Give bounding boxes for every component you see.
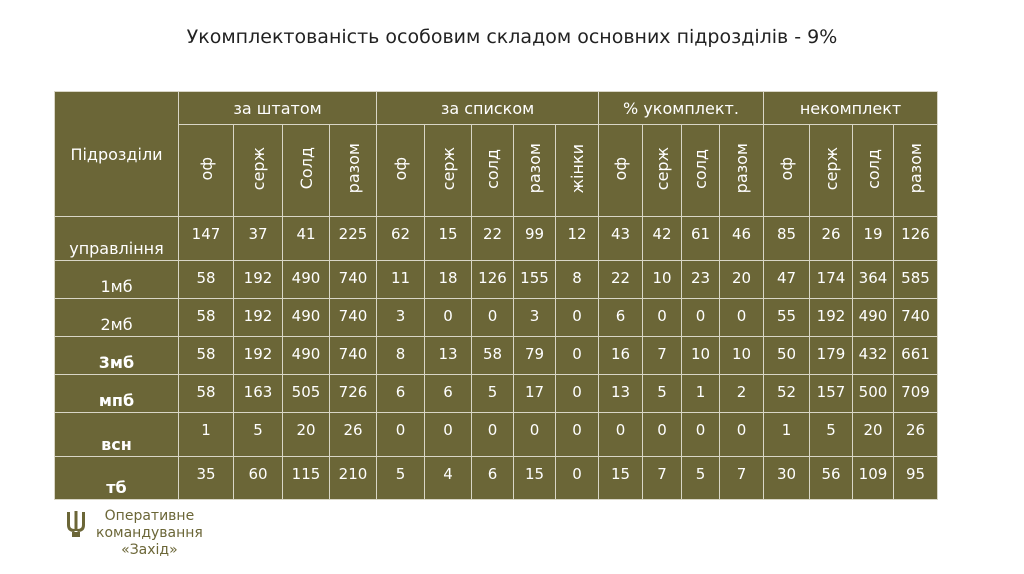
table-cell: 126	[894, 217, 938, 261]
table-cell: 0	[514, 413, 556, 457]
table-cell: 126	[472, 261, 514, 299]
table-cell: 13	[425, 337, 472, 375]
table-cell: 155	[514, 261, 556, 299]
table-cell: 22	[472, 217, 514, 261]
organization-name	[96, 508, 203, 559]
column-header-label: солд	[863, 148, 883, 189]
column-header-label: серж	[652, 146, 672, 191]
table-cell: 15	[599, 457, 643, 500]
table-cell: 16	[599, 337, 643, 375]
table-cell: 0	[425, 413, 472, 457]
table-cell: 0	[682, 299, 720, 337]
table-cell: 432	[853, 337, 894, 375]
column-header	[377, 125, 425, 217]
table-cell: 17	[514, 375, 556, 413]
table-cell: 41	[283, 217, 330, 261]
staffing-table	[54, 91, 938, 500]
column-header-label: разом	[525, 143, 544, 194]
table-cell: 0	[472, 299, 514, 337]
column-header-label: Солд	[296, 147, 316, 190]
table-cell: 225	[330, 217, 377, 261]
column-header-label: солд	[691, 148, 710, 189]
org-line: Оперативне	[104, 508, 195, 524]
table-cell: 5	[810, 413, 853, 457]
column-header	[894, 125, 938, 217]
table-cell: 179	[810, 337, 853, 375]
group-header: за списком	[377, 92, 599, 125]
table-cell: 7	[643, 457, 682, 500]
table-cell: 174	[810, 261, 853, 299]
table-cell: 10	[643, 261, 682, 299]
unit-name: мпб	[55, 375, 179, 413]
table-cell: 6	[472, 457, 514, 500]
table-cell: 157	[810, 375, 853, 413]
table-cell: 8	[377, 337, 425, 375]
table-cell: 46	[720, 217, 764, 261]
table-cell: 6	[425, 375, 472, 413]
table-cell: 490	[283, 261, 330, 299]
table-cell: 12	[556, 217, 599, 261]
unit-name: всн	[55, 413, 179, 457]
unit-name: управління	[55, 217, 179, 261]
column-header	[764, 125, 810, 217]
group-header: % укомплект.	[599, 92, 764, 125]
table-cell: 43	[599, 217, 643, 261]
group-header: некомплект	[764, 92, 938, 125]
column-header	[234, 125, 283, 217]
table-cell: 192	[234, 261, 283, 299]
table-cell: 95	[894, 457, 938, 500]
table-cell: 6	[377, 375, 425, 413]
column-header	[853, 125, 894, 217]
table-cell: 0	[720, 299, 764, 337]
table-cell: 490	[283, 299, 330, 337]
column-header-label: оф	[611, 156, 630, 181]
column-header	[472, 125, 514, 217]
column-header	[514, 125, 556, 217]
table-cell: 10	[720, 337, 764, 375]
table-cell: 23	[682, 261, 720, 299]
table-cell: 58	[179, 337, 234, 375]
table-cell: 99	[514, 217, 556, 261]
org-line: «Захід»	[121, 542, 178, 558]
column-header	[599, 125, 643, 217]
table-cell: 5	[643, 375, 682, 413]
table-cell: 58	[179, 261, 234, 299]
table-cell: 740	[330, 337, 377, 375]
table-cell: 26	[330, 413, 377, 457]
table-cell: 13	[599, 375, 643, 413]
table-cell: 2	[720, 375, 764, 413]
table-cell: 37	[234, 217, 283, 261]
table-cell: 15	[514, 457, 556, 500]
table-cell: 55	[764, 299, 810, 337]
unit-name: 3мб	[55, 337, 179, 375]
table-cell: 192	[234, 299, 283, 337]
table-cell: 0	[425, 299, 472, 337]
unit-name: 1мб	[55, 261, 179, 299]
table-cell: 47	[764, 261, 810, 299]
table-cell: 56	[810, 457, 853, 500]
org-line: командування	[96, 525, 203, 541]
column-header-label: солд	[483, 148, 502, 189]
group-header: за штатом	[179, 92, 377, 125]
table-cell: 11	[377, 261, 425, 299]
table-cell: 740	[894, 299, 938, 337]
table-cell: 505	[283, 375, 330, 413]
table-cell: 58	[179, 299, 234, 337]
table-cell: 60	[234, 457, 283, 500]
column-header	[720, 125, 764, 217]
unit-name: 2мб	[55, 299, 179, 337]
table-row	[55, 261, 938, 299]
column-header-label: серж	[821, 146, 841, 191]
column-header	[179, 125, 234, 217]
table-cell: 50	[764, 337, 810, 375]
column-header	[810, 125, 853, 217]
table-cell: 500	[853, 375, 894, 413]
table-cell: 61	[682, 217, 720, 261]
table-cell: 740	[330, 299, 377, 337]
table-cell: 85	[764, 217, 810, 261]
table-cell: 18	[425, 261, 472, 299]
table-cell: 5	[234, 413, 283, 457]
table-cell: 7	[720, 457, 764, 500]
table-cell: 0	[472, 413, 514, 457]
table-cell: 62	[377, 217, 425, 261]
table-cell: 163	[234, 375, 283, 413]
table-cell: 0	[682, 413, 720, 457]
column-header-label: разом	[732, 143, 751, 194]
column-header-label: серж	[438, 146, 458, 191]
table-cell: 490	[853, 299, 894, 337]
table-cell: 0	[643, 299, 682, 337]
column-header	[330, 125, 377, 217]
slide-title: Укомплектованість особовим складом основних підрозділів - 9%	[186, 26, 838, 48]
table-cell: 740	[330, 261, 377, 299]
table-row	[55, 217, 938, 261]
table-cell: 0	[720, 413, 764, 457]
table-cell: 58	[472, 337, 514, 375]
table-cell: 364	[853, 261, 894, 299]
column-header-label: оф	[391, 156, 410, 181]
table-cell: 147	[179, 217, 234, 261]
table-cell: 0	[599, 413, 643, 457]
table-cell: 30	[764, 457, 810, 500]
table-cell: 192	[234, 337, 283, 375]
table-cell: 20	[283, 413, 330, 457]
table-row	[55, 413, 938, 457]
table-cell: 19	[853, 217, 894, 261]
table-cell: 661	[894, 337, 938, 375]
table-cell: 20	[853, 413, 894, 457]
column-header	[682, 125, 720, 217]
table-cell: 109	[853, 457, 894, 500]
table-cell: 115	[283, 457, 330, 500]
table-cell: 3	[514, 299, 556, 337]
column-header-label: оф	[196, 156, 216, 181]
column-header	[643, 125, 682, 217]
table-row	[55, 375, 938, 413]
column-header-label: разом	[343, 143, 363, 194]
table-row	[55, 299, 938, 337]
column-header-label: серж	[248, 146, 268, 191]
column-header-label: оф	[777, 156, 796, 181]
table-cell: 8	[556, 261, 599, 299]
table-cell: 210	[330, 457, 377, 500]
column-header-label: разом	[906, 143, 925, 194]
column-header	[556, 125, 599, 217]
table-cell: 20	[720, 261, 764, 299]
table-cell: 0	[556, 337, 599, 375]
table-cell: 0	[556, 413, 599, 457]
table-cell: 709	[894, 375, 938, 413]
table-cell: 0	[377, 413, 425, 457]
table-cell: 0	[556, 375, 599, 413]
table-cell: 585	[894, 261, 938, 299]
table-cell: 6	[599, 299, 643, 337]
table-cell: 726	[330, 375, 377, 413]
table-cell: 5	[377, 457, 425, 500]
trident-icon	[66, 510, 86, 538]
table-row	[55, 337, 938, 375]
column-header	[425, 125, 472, 217]
table-cell: 1	[179, 413, 234, 457]
table-cell: 0	[556, 457, 599, 500]
table-cell: 3	[377, 299, 425, 337]
table-cell: 5	[682, 457, 720, 500]
column-header-label: жінки	[567, 143, 587, 194]
table-cell: 79	[514, 337, 556, 375]
table-cell: 0	[556, 299, 599, 337]
table-cell: 4	[425, 457, 472, 500]
table-cell: 192	[810, 299, 853, 337]
table-cell: 1	[682, 375, 720, 413]
column-header	[283, 125, 330, 217]
table-cell: 52	[764, 375, 810, 413]
table-cell: 58	[179, 375, 234, 413]
table-cell: 26	[810, 217, 853, 261]
unit-column-header: Підрозділи	[55, 92, 179, 217]
table-cell: 5	[472, 375, 514, 413]
table-cell: 10	[682, 337, 720, 375]
table-cell: 490	[283, 337, 330, 375]
table-cell: 0	[643, 413, 682, 457]
table-row	[55, 457, 938, 500]
table-cell: 26	[894, 413, 938, 457]
table-cell: 35	[179, 457, 234, 500]
table-cell: 22	[599, 261, 643, 299]
table-cell: 7	[643, 337, 682, 375]
table-cell: 42	[643, 217, 682, 261]
unit-name: тб	[55, 457, 179, 500]
table-cell: 15	[425, 217, 472, 261]
table-cell: 1	[764, 413, 810, 457]
